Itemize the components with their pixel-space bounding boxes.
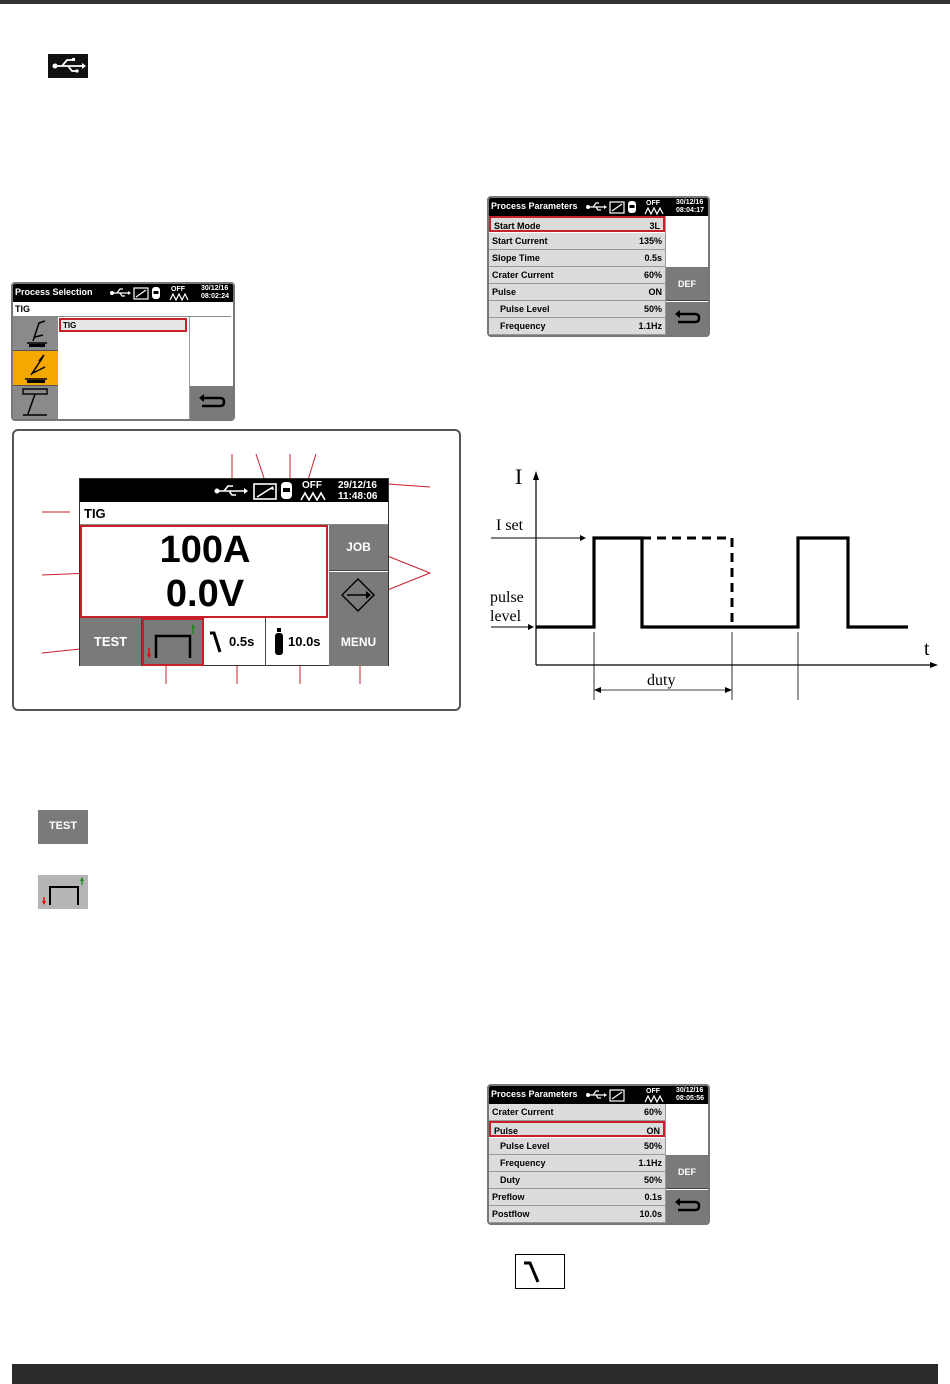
process-tab-tig[interactable] <box>13 351 58 386</box>
param-value: 60% <box>643 1107 662 1117</box>
screen-header <box>489 1086 708 1104</box>
header-status-icons <box>214 481 310 501</box>
status-icons <box>585 1087 625 1103</box>
display-date: 29/12/16 <box>338 480 377 491</box>
menu-button[interactable] <box>329 618 388 666</box>
param-value: 50% <box>643 1175 662 1185</box>
param-label: Duty <box>500 1175 520 1185</box>
param-value: 10.0s <box>639 1209 662 1219</box>
screen-header <box>13 284 233 302</box>
process-tab-mma[interactable] <box>13 386 58 419</box>
slope-time-value: 0.5s <box>229 634 255 649</box>
display-header <box>80 479 388 502</box>
tig-torch-icon <box>13 351 58 385</box>
param-label: Start Mode <box>494 221 541 231</box>
iset-label: I set <box>496 517 524 534</box>
param-value: ON <box>648 287 662 297</box>
param-label: Frequency <box>500 321 546 331</box>
gas-bottle-icon <box>274 628 284 656</box>
process-list-item-tig[interactable] <box>59 318 187 332</box>
param-row[interactable] <box>489 1189 665 1206</box>
enter-button[interactable] <box>329 572 388 618</box>
bottom-rule <box>12 1364 938 1384</box>
back-button[interactable] <box>190 386 233 419</box>
current-readout: 100A <box>159 529 251 571</box>
param-row[interactable] <box>489 1155 665 1172</box>
status-icons <box>585 199 643 215</box>
main-display-screen <box>79 478 389 666</box>
iset-arrowhead <box>580 535 586 541</box>
slope-down-icon <box>208 630 224 654</box>
param-value: 1.1Hz <box>638 321 662 331</box>
mma-electrode-icon <box>13 386 58 419</box>
pulse-level-arrowhead <box>528 624 534 630</box>
param-label: Frequency <box>500 1158 546 1168</box>
arc-icon <box>644 207 664 215</box>
postgas-button[interactable] <box>266 618 328 666</box>
voltage-readout: 0.0V <box>165 573 245 615</box>
mig-torch-icon <box>13 317 58 350</box>
param-label: Postflow <box>492 1209 530 1219</box>
param-row[interactable] <box>489 1138 665 1155</box>
trigger-mode-button[interactable] <box>142 618 204 666</box>
screen-time: 08:04:17 <box>675 207 704 214</box>
duty-arrow-left <box>594 687 601 693</box>
standalone-test-button <box>38 810 88 844</box>
def-button[interactable] <box>666 267 708 301</box>
slope-icon-box <box>515 1254 565 1289</box>
def-button[interactable] <box>666 1155 708 1189</box>
return-icon <box>190 386 233 419</box>
off-indicator: OFF <box>646 1088 660 1095</box>
pulse-duty-dashed <box>642 538 732 627</box>
process-selection-screen <box>11 282 235 421</box>
param-row[interactable] <box>489 267 665 284</box>
off-indicator: OFF <box>171 286 185 293</box>
menu-button-label: MENU <box>340 635 377 649</box>
param-value: 50% <box>643 1141 662 1151</box>
trigger-mode-icon <box>144 620 202 664</box>
param-row[interactable] <box>489 233 665 250</box>
process-tab-mig[interactable] <box>13 317 58 351</box>
postgas-value: 10.0s <box>288 634 321 649</box>
trigger-mode-icon <box>38 875 88 909</box>
screen-time: 08:02:24 <box>200 293 229 300</box>
arc-icon <box>300 491 328 501</box>
status-icons <box>109 285 169 301</box>
pulse-label-line2: level <box>490 608 522 625</box>
param-row[interactable] <box>489 250 665 267</box>
display-mode: TIG <box>84 506 106 521</box>
duty-arrow-right <box>725 687 732 693</box>
x-axis-arrow <box>930 662 938 668</box>
top-rule <box>0 0 950 4</box>
param-row[interactable] <box>489 318 665 335</box>
param-label: Preflow <box>492 1192 525 1202</box>
param-row[interactable] <box>489 1172 665 1189</box>
param-value: 0.1s <box>644 1192 662 1202</box>
screen-title: Process Parameters <box>491 201 578 211</box>
screen-title: Process Parameters <box>491 1089 578 1099</box>
back-button[interactable] <box>666 302 708 335</box>
param-value: ON <box>646 1126 660 1136</box>
arc-icon <box>169 293 189 301</box>
def-button-label: DEF <box>678 1167 696 1177</box>
usb-icon <box>48 54 88 78</box>
param-label: Crater Current <box>492 1107 554 1117</box>
return-icon <box>666 302 708 335</box>
param-label: Pulse Level <box>500 1141 550 1151</box>
process-subheader: TIG <box>15 304 30 314</box>
job-button-label: JOB <box>346 540 371 554</box>
screen-date: 30/12/16 <box>200 285 229 292</box>
param-label: Crater Current <box>492 270 554 280</box>
param-value: 60% <box>643 270 662 280</box>
screen-date: 30/12/16 <box>675 199 704 206</box>
param-row[interactable] <box>489 284 665 301</box>
slope-time-button[interactable] <box>204 618 266 666</box>
standalone-test-label: TEST <box>48 820 78 832</box>
off-indicator: OFF <box>302 480 322 491</box>
process-list-item-label: TIG <box>63 321 77 330</box>
param-row[interactable] <box>489 301 665 318</box>
enter-icon <box>329 572 388 618</box>
pulse-waveform <box>536 538 908 627</box>
param-row[interactable] <box>489 216 665 232</box>
y-axis-arrow <box>533 471 539 480</box>
display-time: 11:48:06 <box>338 491 378 502</box>
def-button-label: DEF <box>678 279 696 289</box>
y-axis-label: I <box>515 464 523 489</box>
process-parameters-screen-2 <box>487 1084 710 1225</box>
screen-time: 08:05:56 <box>675 1095 704 1102</box>
arc-icon <box>644 1095 664 1103</box>
pulse-label-line1: pulse <box>490 589 524 606</box>
x-axis-label: t <box>924 638 930 660</box>
param-value: 50% <box>643 304 662 314</box>
back-button[interactable] <box>666 1190 708 1223</box>
pulse-diagram <box>486 460 940 700</box>
param-label: Pulse Level <box>500 304 550 314</box>
job-button[interactable] <box>329 525 388 571</box>
param-label: Start Current <box>492 236 548 246</box>
test-button[interactable] <box>80 618 142 666</box>
param-row[interactable] <box>489 1121 665 1137</box>
param-label: Pulse <box>494 1126 519 1136</box>
param-value: 1.1Hz <box>638 1158 662 1168</box>
param-value: 0.5s <box>644 253 662 263</box>
screen-date: 30/12/16 <box>675 1087 704 1094</box>
param-row[interactable] <box>489 1206 665 1223</box>
duty-label: duty <box>647 672 676 689</box>
standalone-trigger-mode-icon <box>38 875 88 909</box>
test-button-label: TEST <box>93 634 128 649</box>
process-parameters-screen-1 <box>487 196 710 337</box>
param-value: 135% <box>638 236 662 246</box>
readout-box <box>80 525 328 618</box>
slope-down-icon <box>516 1255 564 1288</box>
off-indicator: OFF <box>646 200 660 207</box>
return-icon <box>666 1190 708 1223</box>
param-label: Slope Time <box>492 253 540 263</box>
screen-header <box>489 198 708 216</box>
param-row[interactable] <box>489 1104 665 1121</box>
screen-title: Process Selection <box>15 287 93 297</box>
param-value: 3L <box>649 221 660 231</box>
param-label: Pulse <box>492 287 517 297</box>
